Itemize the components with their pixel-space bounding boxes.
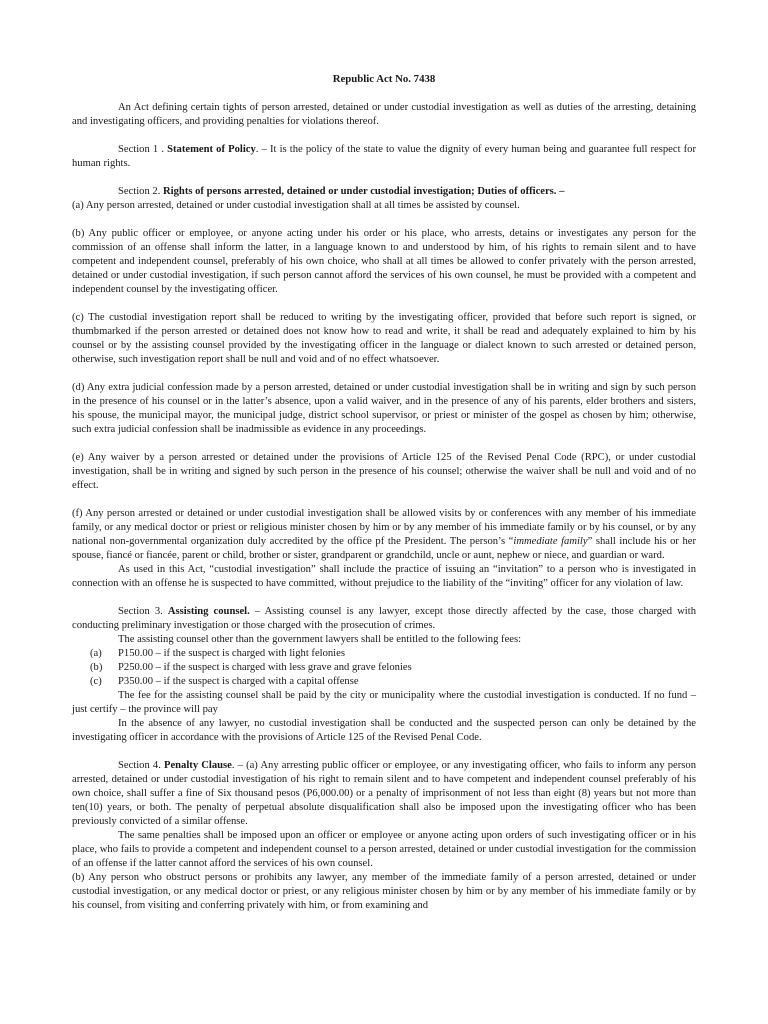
fee-item-label: (a) — [90, 648, 102, 659]
fee-item-label: (b) — [90, 662, 103, 673]
fee-item-label: (c) — [90, 676, 102, 687]
section-1 — [72, 143, 696, 171]
fee-payment-note: The fee for the assisting counsel shall be paid by the city or municipality where the custodial investigation is conducted. If no fund – just certify – the province will pay — [72, 690, 696, 715]
act-description: An Act defining certain tights of person arrested, detained or under custodial investigation as well as duties of the arresting, detaining and investigating officers, and providing penalties for violations thereof. — [72, 102, 696, 127]
section-2-paragraph-f — [72, 507, 696, 563]
section-3-text: – Assisting counsel is any lawyer, except those directly affected by the case, those charged with conducting preliminary investigation or those charged with the prosecution of crimes. — [72, 606, 696, 631]
absence-of-lawyer-note: In the absence of any lawyer, no custodial investigation shall be conducted and the suspected person can only be detained by the investigating officer in accordance with the provisions of Article 125 of the Revised Penal Code. — [72, 718, 696, 743]
fee-item — [72, 675, 696, 689]
section-4-paragraph-b: (b) Any person who obstruct persons or prohibits any lawyer, any member of the immediate family of a person arrested, detained or under custodial investigation, or any medical doctor or priest, or any religious minister chosen by him or by any member of his immediate family or by his counsel, from visiting and conferring privately with him, or from examining and — [72, 872, 696, 911]
section-4-text: . – (a) Any arresting public officer or employee, or any investigating officer, who fails to inform any person arrested, detained or under custodial investigation of his right to remain silent and to have competent and independent counsel preferably of his own choice, shall suffer a fine of Six thousand pesos (P6,000.00) or a penalty of imprisonment of not less than eight (8) years but not more than ten(10) years, or both. The penalty of perpetual absolute disqualification shall also be imposed upon the investigating officer who has been previously convicted of a similar offense. — [72, 760, 696, 827]
document-page — [72, 72, 696, 913]
fee-item-text: P150.00 – if the suspect is charged with light felonies — [118, 648, 345, 659]
fees-intro: The assisting counsel other than the government lawyers shall be entitled to the following fees: — [118, 634, 522, 645]
paragraph-f-italic-term: immediate family — [513, 536, 588, 547]
section-2-paragraph-d: (d) Any extra judicial confession made by a person arrested, detained or under custodial investigation shall be in writing and sign by such person in the presence of his counsel or in the latter’s absence, upon a valid waiver, and in the presence of any of his parents, elder brothers and sisters, his spouse, the municipal mayor, the municipal judge, district school supervisor, or priest or minister of the gospel as chosen by him; otherwise, such extra judicial confession shall be inadmissible as evidence in any proceedings. — [72, 382, 696, 435]
section-3-prefix: Section 3. — [118, 606, 168, 617]
custodial-investigation-note: As used in this Act, “custodial investigation” shall include the practice of issuing an “invitation” to a person who is investigated in connection with an offense he is suspected to have committed, without prejudice to the liability of the “inviting” officer for any violation of law. — [72, 564, 696, 589]
fee-item — [72, 647, 696, 661]
fee-item — [72, 661, 696, 675]
paragraph-f-text-2: ” shall include his or her spouse, fiancé or fiancée, parent or child, brother or sister, grandparent or grandchild, uncle or aunt, nephew or niece, and guardian or ward. — [72, 536, 696, 561]
section-3-heading: Assisting counsel. — [167, 606, 250, 617]
section-3 — [72, 605, 696, 633]
same-penalties-paragraph: The same penalties shall be imposed upon an officer or employee or anyone acting upon orders of such investigating officer or in his place, who fails to provide a competent and independent counsel to a person arrested, detained or under custodial investigation for the commission of an offense if the latter cannot afford the services of his own counsel. — [72, 830, 696, 869]
section-4-heading: Penalty Clause — [163, 760, 232, 771]
section-2-prefix: Section 2. — [118, 186, 164, 197]
fee-item-text: P250.00 – if the suspect is charged with less grave and grave felonies — [118, 662, 412, 673]
section-2-header — [72, 185, 696, 199]
section-2-paragraph-a: (a) Any person arrested, detained or under custodial investigation shall at all times be assisted by counsel. — [72, 200, 520, 211]
section-1-prefix: Section 1 . — [118, 144, 168, 155]
section-2-paragraph-c: (c) The custodial investigation report shall be reduced to writing by the investigating officer, provided that before such report is signed, or thumbmarked if the person arrested or detained does not know how to read and write, it shall be read and adequately explained to him by his counsel or by the assisting counsel provided by the investigating officer in the language or dialect known to such arrested or detained person, otherwise, such investigation report shall be null and void and of no effect whatsoever. — [72, 312, 696, 365]
section-2-paragraph-b: (b) Any public officer or employee, or anyone acting under his order or his place, who arrests, detains or investigates any person for the commission of an offense shall inform the latter, in a language known to and understood by him, of his rights to remain silent and to have competent and independent counsel, preferably of his own choice, who shall at all times be allowed to confer privately with the person arrested, detained or under custodial investigation, if such person cannot afford the services of his own counsel, he must be provided with a competent and independent counsel by the investigating officer. — [72, 228, 696, 295]
section-1-heading: Statement of Policy — [167, 144, 256, 155]
section-2-paragraph-e: (e) Any waiver by a person arrested or detained under the provisions of Article 125 of the Revised Penal Code (RPC), or under custodial investigation, shall be in writing and signed by such person in the presence of his counsel; otherwise the waiver shall be null and void and of no effect. — [72, 452, 696, 491]
section-4-prefix: Section 4. — [118, 760, 164, 771]
fee-item-text: P350.00 – if the suspect is charged with a capital offense — [118, 676, 359, 687]
section-1-text: . – It is the policy of the state to value the dignity of every human being and guarantee full respect for human rights. — [72, 144, 696, 169]
section-4 — [72, 759, 696, 829]
section-2-heading: Rights of persons arrested, detained or under custodial investigation; Duties of officers. – — [163, 186, 565, 197]
fee-list — [72, 647, 696, 689]
paragraph-f-text-1: (f) Any person arrested or detained or under custodial investigation shall be allowed visits by or conferences with any member of his immediate family, or any medical doctor or priest or religious minister chosen by him or by any member of his immediate family or by his counsel, or by any national non-governmental organization duly accredited by the office pf the President. The person’s “ — [72, 508, 696, 547]
document-title: Republic Act No. 7438 — [332, 73, 436, 85]
